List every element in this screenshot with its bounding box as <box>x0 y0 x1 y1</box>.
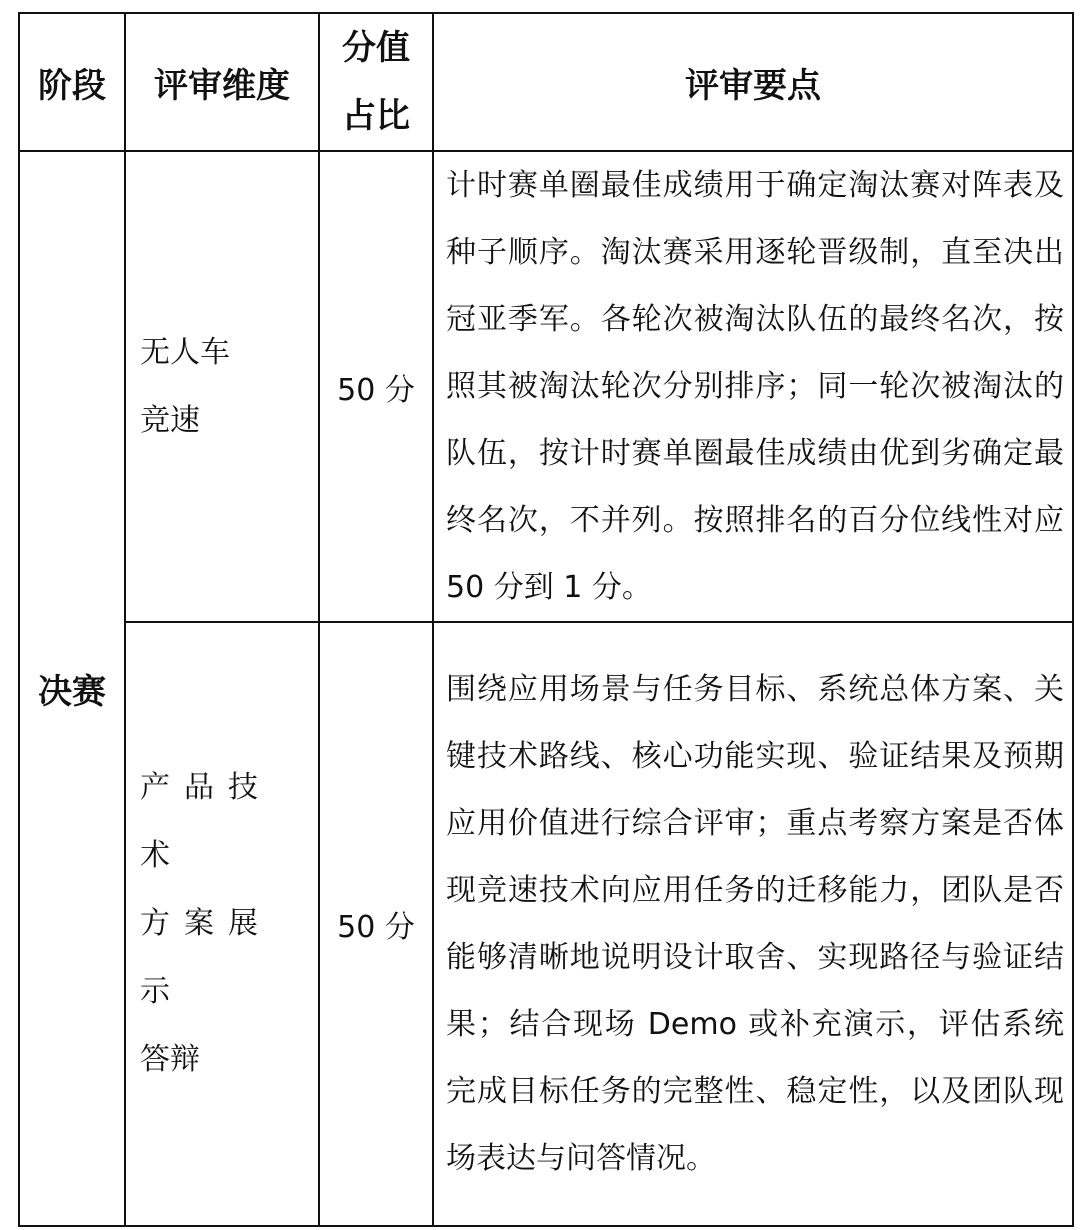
dimension-line: 方案展示 <box>140 906 272 1009</box>
points-cell: 计时赛单圈最佳成绩用于确定淘汰赛对阵表及种子顺序。淘汰赛采用逐轮晋级制，直至决出冠亚季军。各轮次被淘汰队伍的最终名次，按照其被淘汰轮次分别排序；同一轮次被淘汰的队伍，按计时赛单圈最佳成绩由优到劣确定最终名次，不并列。按照排名的百分位线性对应 50 分到 1 分。 <box>433 151 1073 622</box>
header-stage: 阶段 <box>19 13 125 151</box>
score-cell: 50 分 <box>319 151 433 622</box>
dimension-line: 竞速 <box>140 402 200 438</box>
header-score <box>319 13 433 151</box>
header-score-line2: 占比 <box>342 96 410 136</box>
header-score-line1: 分值 <box>342 28 410 68</box>
header-row <box>19 13 1073 151</box>
table-row <box>19 622 1073 1226</box>
dimension-cell <box>125 622 319 1226</box>
dimension-line: 产品技术 <box>140 770 272 873</box>
dimension-line: 无人车 <box>140 334 230 370</box>
dimension-line: 答辩 <box>140 1042 200 1077</box>
score-cell: 50 分 <box>319 622 433 1226</box>
table-row <box>19 151 1073 622</box>
stage-cell: 决赛 <box>19 151 125 1226</box>
review-criteria-table <box>18 12 1074 1227</box>
points-cell: 围绕应用场景与任务目标、系统总体方案、关键技术路线、核心功能实现、验证结果及预期应用价值进行综合评审；重点考察方案是否体现竞速技术向应用任务的迁移能力，团队是否能够清晰地说明设计取舍、实现路径与验证结果；结合现场 Demo 或补充演示，评估系统完成目标任务的完整性、稳定性，以及团队现场表达与问答情况。 <box>433 622 1073 1226</box>
header-points: 评审要点 <box>433 13 1073 151</box>
dimension-cell <box>125 151 319 622</box>
header-dimension: 评审维度 <box>125 13 319 151</box>
